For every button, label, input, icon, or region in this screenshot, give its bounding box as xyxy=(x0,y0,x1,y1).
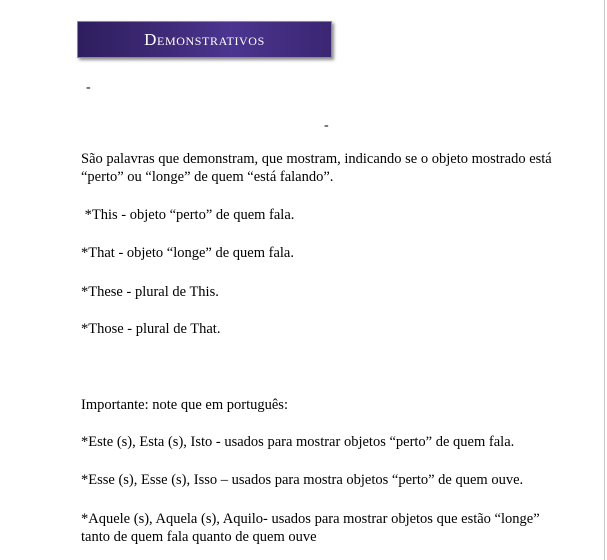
dash-marker: - xyxy=(324,118,329,133)
list-item-esse: *Esse (s), Esse (s), Isso – usados para mostra objetos “perto” de quem ouve. xyxy=(81,472,524,488)
intro-line: “perto” ou “longe” de quem “está falando”. xyxy=(81,169,334,185)
aquele-line: tanto de quem fala quanto de quem ouve xyxy=(81,529,317,545)
title-banner xyxy=(77,21,332,58)
list-item-este: *Este (s), Esta (s), Isto - usados para mostrar objetos “perto” de quem fala. xyxy=(81,434,515,450)
intro-line: São palavras que demonstram, que mostram, indicando se o objeto mostrado está xyxy=(81,151,552,167)
list-item-this: *This - objeto “perto” de quem fala. xyxy=(81,207,295,223)
list-item-aquele xyxy=(81,510,581,546)
intro-paragraph xyxy=(81,150,581,186)
list-item-these: *These - plural de This. xyxy=(81,284,219,300)
page-title: Demonstrativos xyxy=(144,29,265,49)
list-item-that: *That - objeto “longe” de quem fala. xyxy=(81,245,294,261)
list-item-those: *Those - plural de That. xyxy=(81,321,221,337)
important-note: Importante: note que em português: xyxy=(81,397,288,413)
aquele-line: *Aquele (s), Aquela (s), Aquilo- usados para mostrar objetos que estão “longe” xyxy=(81,511,540,527)
dash-marker: - xyxy=(86,80,91,95)
